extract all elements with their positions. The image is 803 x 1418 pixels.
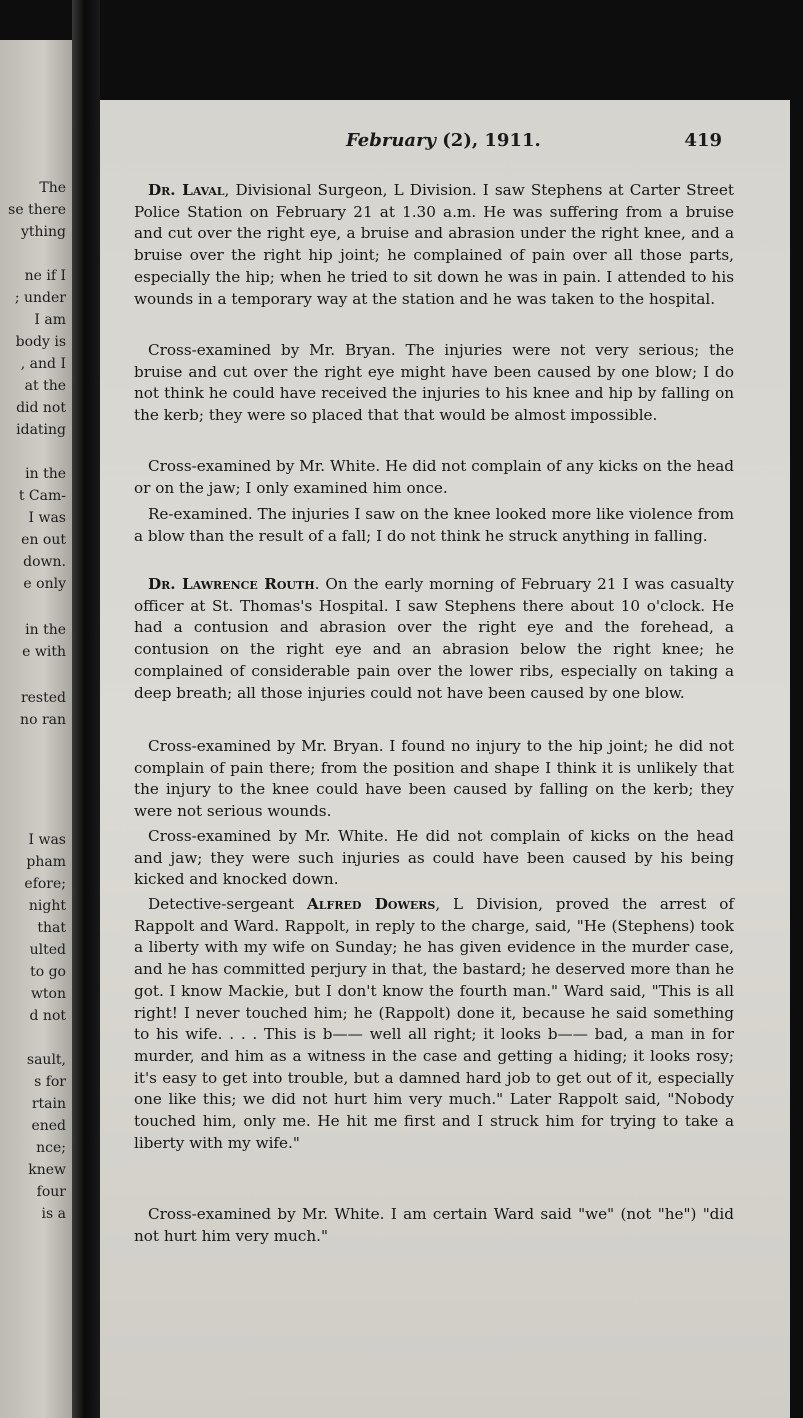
facing-page-line: did not xyxy=(16,400,66,416)
facing-page-line: rested xyxy=(20,690,66,706)
facing-page-line: se there xyxy=(8,202,66,218)
facing-page-line: is a xyxy=(41,1206,66,1222)
facing-page-line: I am xyxy=(34,312,66,328)
facing-page-line: rtain xyxy=(31,1096,66,1112)
book-gutter xyxy=(72,0,100,1418)
testimony-paragraph: Dr. Laval, Divisional Surgeon, L Division. I saw Stephens at Carter Street Police Station on February 21 at 1.30 a.m. He was suffering from a bruise and cut over the right eye, a bruise and abrasion under the right knee, and a bruise over the right hip joint; he complained of pain over all those parts, especially the hip; when he tried to sit down he was in pain. I attended to his wounds in a temporary way at the station and he was taken to the hospital. xyxy=(134,181,735,308)
testimony-paragraph: Cross-examined by Mr. White. He did not complain of kicks on the head and jaw; they were such injuries as could have been caused by his being kicked and knocked down. xyxy=(134,827,734,889)
testimony-paragraph: Detective-sergeant Alfred Dowers, L Division, proved the arrest of Rappolt and Ward. Rappolt, in reply to the charge, said, "He (Stephens) took a liberty with my wife on Sunday; he has given evidence in the murder case, and he has committed perjury in that, the bastard; he deserved more than he got. I know Mackie, but I don't know the fourth man." Ward said, "This is all right! I never touched him; he (Rappolt) done it, because he said something to his wife. . . . This is b—— well all right; it looks b—— bad, a man in for murder, and him as a witness in the case and getting a hiding; it looks rosy; it's easy to get into trouble, but a damned hard job to get out of it, especially one like this; we did not hurt him very much." Later Rappolt said, "Nobody touched him, only me. He hit me first and I struck him for trying to take a liberty with my wife." xyxy=(134,895,734,1152)
facing-page-line: efore; xyxy=(24,876,66,892)
facing-page-line: body is xyxy=(15,334,66,350)
witness-name: Alfred Dowers xyxy=(307,895,436,913)
facing-page-line: ything xyxy=(20,224,66,240)
running-head-date: (2), 1911. xyxy=(436,130,541,151)
facing-page-line: s for xyxy=(34,1074,66,1090)
book-page xyxy=(100,100,790,1418)
facing-page-line: no ran xyxy=(20,712,66,728)
facing-page-edge xyxy=(0,40,72,1418)
testimony-paragraph: Dr. Lawrence Routh. On the early morning of February 21 I was casualty officer at St. Thomas's Hospital. I saw Stephens there about 10 o'clock. He had a contusion and abrasion over the right eye and the forehead, a contusion on the right eye and an abrasion below the right knee; he complained of considerable pain over the lower ribs, especially on taking a deep breath; all those injuries could not have been caused by one blow. xyxy=(134,575,734,702)
page-number: 419 xyxy=(684,130,722,151)
testimony-paragraph: Cross-examined by Mr. Bryan. I found no injury to the hip joint; he did not complain of pain there; from the position and shape I think it is unlikely that the injury to the knee could have been caused by falling on the kerb; they were not serious wounds. xyxy=(134,737,734,821)
facing-page-line: idating xyxy=(16,422,66,438)
facing-page-line: pham xyxy=(26,854,66,870)
witness-name: Dr. Laval xyxy=(148,181,225,199)
facing-page-line: in the xyxy=(25,622,66,638)
running-head-month: February xyxy=(346,130,437,151)
facing-page-line: at the xyxy=(24,378,66,394)
facing-page-line: to go xyxy=(30,964,66,980)
facing-page-line: en out xyxy=(21,532,66,548)
testimony-paragraph: Re-examined. The injuries I saw on the knee looked more like violence from a blow than the result of a fall; I do not think he struck anything in falling. xyxy=(134,505,734,545)
facing-page-line: in the xyxy=(25,466,66,482)
testimony-paragraph: Cross-examined by Mr. Bryan. The injuries were not very serious; the bruise and cut over the right eye might have been caused by one blow; I do not think he could have received the injuries to his knee and hip by falling on the kerb; they were so placed that that would be almost impossible. xyxy=(134,341,734,425)
facing-page-line: d not xyxy=(29,1008,66,1024)
facing-page-line: t Cam- xyxy=(18,488,66,504)
facing-page-line: e only xyxy=(23,576,66,592)
witness-name: Dr. Lawrence Routh xyxy=(148,575,315,593)
facing-page-line: , and I xyxy=(20,356,66,372)
facing-page-line: four xyxy=(36,1184,66,1200)
facing-page-line: wton xyxy=(30,986,66,1002)
facing-page-line: nce; xyxy=(36,1140,66,1156)
testimony-paragraph: Cross-examined by Mr. White. I am certain Ward said "we" (not "he") "did not hurt him very much." xyxy=(134,1205,734,1245)
facing-page-line: e with xyxy=(22,644,66,660)
facing-page-line: ulted xyxy=(29,942,66,958)
facing-page-line: down. xyxy=(23,554,66,570)
facing-page-line: ened xyxy=(31,1118,66,1134)
facing-page-line: that xyxy=(37,920,66,936)
facing-page-line: I was xyxy=(28,832,66,848)
facing-page-line: I was xyxy=(28,510,66,526)
running-head xyxy=(100,130,790,156)
facing-page-line: sault, xyxy=(26,1052,66,1068)
facing-page-line: ne if I xyxy=(24,268,66,284)
facing-page-line: ; under xyxy=(14,290,66,306)
facing-page-line: night xyxy=(28,898,66,914)
facing-page-line: knew xyxy=(28,1162,66,1178)
running-head-title xyxy=(346,130,541,151)
testimony-paragraph: Cross-examined by Mr. White. He did not complain of any kicks on the head or on the jaw; I only examined him once. xyxy=(134,457,734,497)
facing-page-line: The xyxy=(39,180,66,196)
